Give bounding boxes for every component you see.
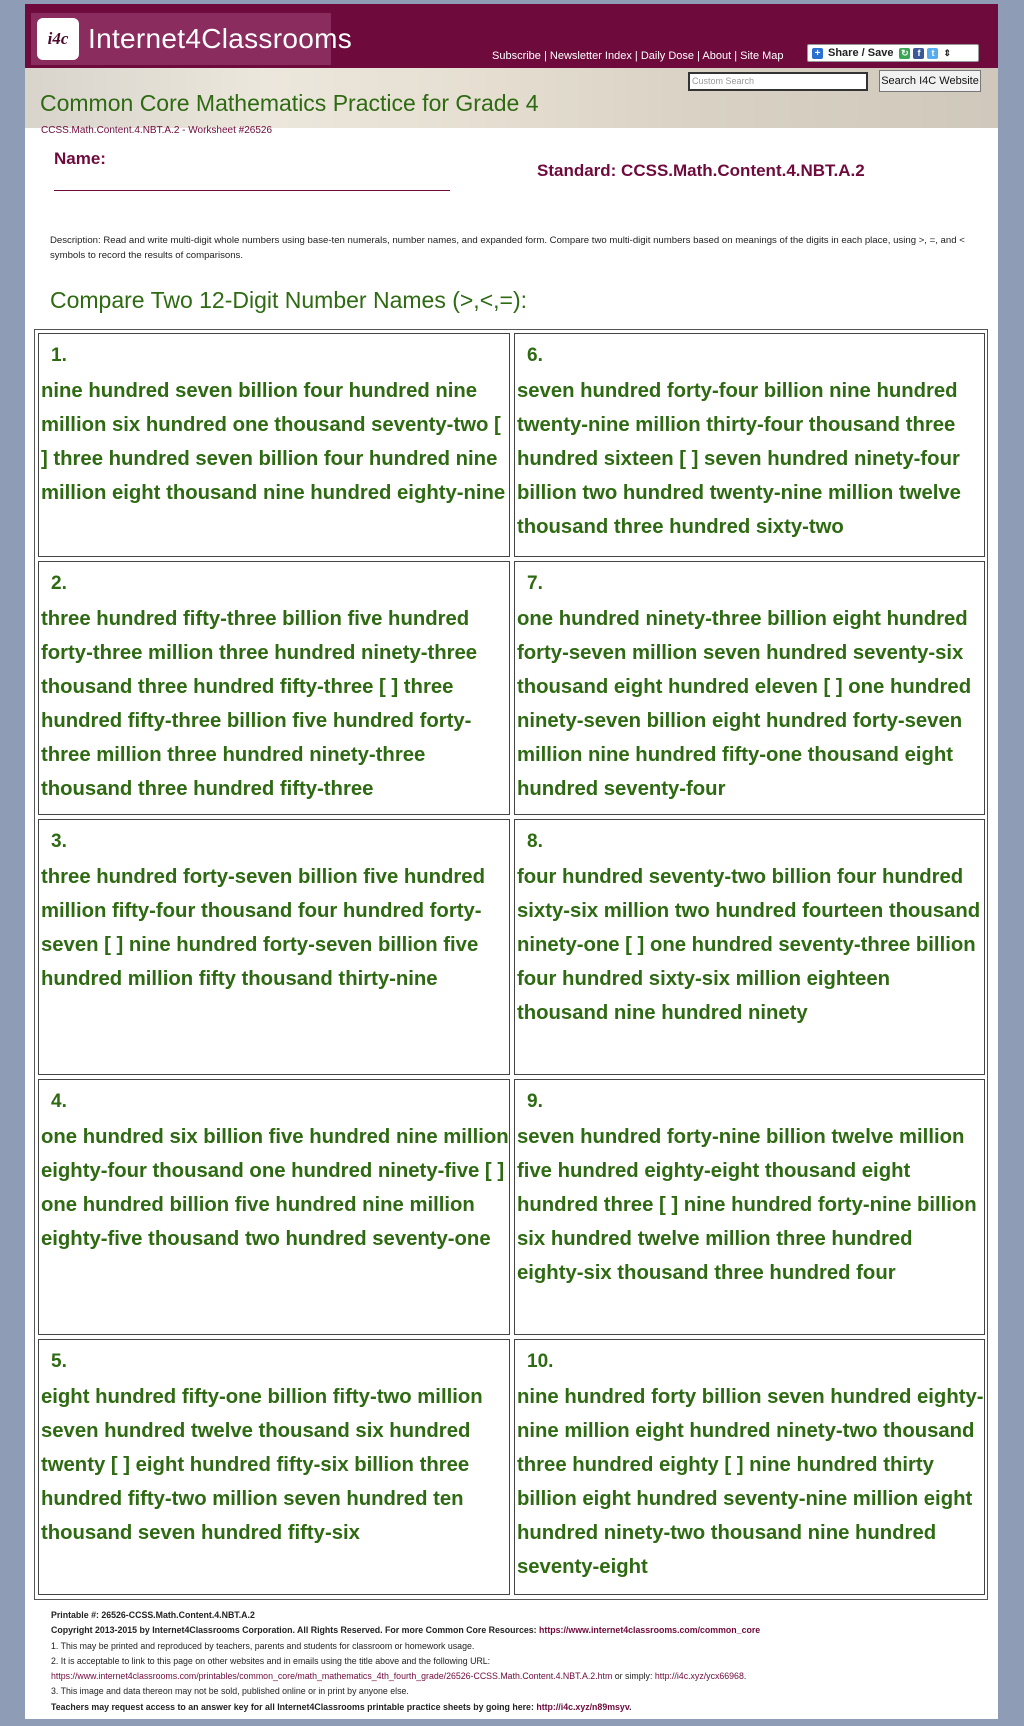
copyright-text: Copyright 2013-2015 by Internet4Classrooms Corporation. All Rights Reserved. For more Common Core Resources: <box>51 1625 540 1636</box>
problems-grid <box>34 329 988 1600</box>
problem-cell-2 <box>38 561 510 815</box>
problem-text: nine hundred forty billion seven hundred eighty-nine million eight hundred ninety-two thousand three hundred eighty [ ] nine hundred thirty billion eight hundred seventy-nine million eight hundred ninety-two thousand nine hundred seventy-eight <box>517 1386 984 1578</box>
chevron-updown-icon: ⇕ <box>943 47 951 58</box>
name-line <box>54 190 450 191</box>
problem-number: 4. <box>51 1091 67 1112</box>
problem-number: 7. <box>527 573 543 594</box>
breadcrumb: CCSS.Math.Content.4.NBT.A.2 - Worksheet #26526 <box>41 125 273 136</box>
problem-number: 5. <box>51 1351 67 1372</box>
standard-label: Standard: CCSS.Math.Content.4.NBT.A.2 <box>537 161 865 180</box>
problem-number: 8. <box>527 831 543 852</box>
worksheet-url-link[interactable]: https://www.internet4classrooms.com/printables/common_core/math_mathematics_4th_fourth_grade/26526-CCSS.Math.Content.4.NBT.A.2.htm <box>51 1671 613 1682</box>
site-logo[interactable] <box>31 13 353 65</box>
problem-text: one hundred ninety-three billion eight hundred forty-seven million seven hundred seventy-six thousand eight hundred eleven [ ] one hundred ninety-seven billion eight hundred forty-seven million nine hundred fifty-one thousand eight hundred seventy-four <box>517 608 972 800</box>
url-or-text: or simply: <box>612 1671 655 1682</box>
refresh-icon: ↻ <box>901 47 909 58</box>
top-nav: Subscribe | Newsletter Index | Daily Dose | About | Site Map <box>492 50 784 62</box>
problem-number: 2. <box>51 573 67 594</box>
note-1: 1. This may be printed and reproduced by teachers, parents and students for classroom or homework usage. <box>51 1640 475 1651</box>
problem-number: 6. <box>527 345 543 366</box>
problem-cell-10 <box>514 1339 985 1595</box>
problem-text: four hundred seventy-two billion four hundred sixty-six million two hundred fourteen thousand ninety-one [ ] one hundred seventy-three billion four hundred sixty-six million eighteen thousand nine hundred ninety <box>517 866 981 1024</box>
problem-text: seven hundred forty-nine billion twelve million five hundred eighty-eight thousand eight hundred three [ ] nine hundred forty-nine billion six hundred twelve million three hundred eighty-six thousand three hundred four <box>517 1126 977 1284</box>
nav-about[interactable]: About <box>702 50 732 62</box>
printable-number: Printable #: 26526-CCSS.Math.Content.4.NBT.A.2 <box>51 1610 255 1620</box>
nav-daily-dose[interactable]: Daily Dose <box>640 50 695 62</box>
page-title: Common Core Mathematics Practice for Grade 4 <box>40 90 539 116</box>
problem-number: 1. <box>51 345 67 366</box>
site-header <box>25 4 998 68</box>
description: Description: Read and write multi-digit whole numbers using base-ten numerals, number names, and expanded form. Compare two multi-digit numbers based on meanings of the digits in each place, using >, =, and < symbols to record the results of comparisons. <box>50 235 965 261</box>
problem-number: 3. <box>51 831 67 852</box>
problem-text: nine hundred seven billion four hundred nine million six hundred one thousand seventy-two [ ] three hundred seven billion four hundred nine million eight thousand nine hundred eighty-nine <box>41 380 506 504</box>
problem-cell-9 <box>514 1079 985 1335</box>
problem-cell-3 <box>38 819 510 1075</box>
common-core-link[interactable]: https://www.internet4classrooms.com/common_core <box>539 1625 761 1636</box>
problem-text: three hundred forty-seven billion five hundred million fifty-four thousand four hundred forty-seven [ ] nine hundred forty-seven billion five hundred million fifty thousand thirty-nine <box>41 866 485 990</box>
twitter-icon: t <box>927 48 938 59</box>
problem-text: three hundred fifty-three billion five hundred forty-three million three hundred ninety-three thousand three hundred fifty-three [ ] three hundred fifty-three billion five hundred forty-three million three hundred ninety-three thousand three hundred fifty-three <box>41 608 478 800</box>
share-plus-icon: + <box>812 48 823 59</box>
worksheet-page <box>25 4 998 1719</box>
problem-number: 10. <box>527 1351 554 1372</box>
footer <box>51 1608 991 1715</box>
facebook-icon: f <box>913 48 924 59</box>
problem-cell-4 <box>38 1079 510 1335</box>
answer-key-note: Teachers may request access to an answer key for all Internet4Classrooms printable practice sheets by going here: http://i4c.xyz/n89msyv. <box>51 1701 632 1712</box>
problem-cell-7 <box>514 561 985 815</box>
share-save-button[interactable] <box>807 44 979 62</box>
answer-key-text: Teachers may request access to an answer key for all Internet4Classrooms printable practice sheets by going here: <box>51 1701 537 1712</box>
logo-text: Internet4Classrooms <box>88 23 353 54</box>
problem-cell-5 <box>38 1339 510 1595</box>
section-title: Compare Two 12-Digit Number Names (>,<,=): <box>50 287 528 313</box>
short-url-link[interactable]: http://i4c.xyz/ycx66968 <box>654 1671 744 1682</box>
url-line: https://www.internet4classrooms.com/printables/common_core/math_mathematics_4th_fourth_grade/26526-CCSS.Math.Content.4.NBT.A.2.htm or simply: http://i4c.xyz/ycx66968. <box>51 1671 747 1682</box>
search-button[interactable]: Search I4C Website <box>879 70 981 92</box>
search-input[interactable]: Custom Search <box>688 72 868 91</box>
share-label: Share / Save <box>828 47 894 59</box>
problem-cell-1 <box>38 333 510 557</box>
problem-text: one hundred six billion five hundred nine million eighty-four thousand one hundred ninety-five [ ] one hundred billion five hundred nine million eighty-five thousand two hundred seventy-one <box>41 1126 509 1250</box>
i4c-logo-icon: i4c <box>37 18 79 60</box>
copyright <box>51 1623 991 1638</box>
note-3: 3. This image and data thereon may not be sold, published online or in print by anyone else. <box>51 1686 409 1697</box>
nav-newsletter-index[interactable]: Newsletter Index <box>549 50 632 62</box>
nav-site-map[interactable]: Site Map <box>740 50 784 62</box>
problem-cell-6 <box>514 333 985 557</box>
name-label: Name: <box>54 149 106 168</box>
problem-text: seven hundred forty-four billion nine hundred twenty-nine million thirty-four thousand three hundred sixteen [ ] seven hundred ninety-four billion two hundred twenty-nine million twelve thousand three hundred sixty-two <box>517 380 961 538</box>
note-2: 2. It is acceptable to link to this page on other websites and in emails using the title above and the following URL: <box>51 1655 491 1666</box>
answer-key-link[interactable]: http://i4c.xyz/n89msyv <box>536 1701 630 1712</box>
problem-cell-8 <box>514 819 985 1075</box>
problem-text: eight hundred fifty-one billion fifty-two million seven hundred twelve thousand six hundred twenty [ ] eight hundred fifty-six billion three hundred fifty-two million seven hundred ten thousand seven hundred fifty-six <box>41 1386 483 1544</box>
nav-subscribe[interactable]: Subscribe <box>492 50 541 62</box>
problem-number: 9. <box>527 1091 543 1112</box>
